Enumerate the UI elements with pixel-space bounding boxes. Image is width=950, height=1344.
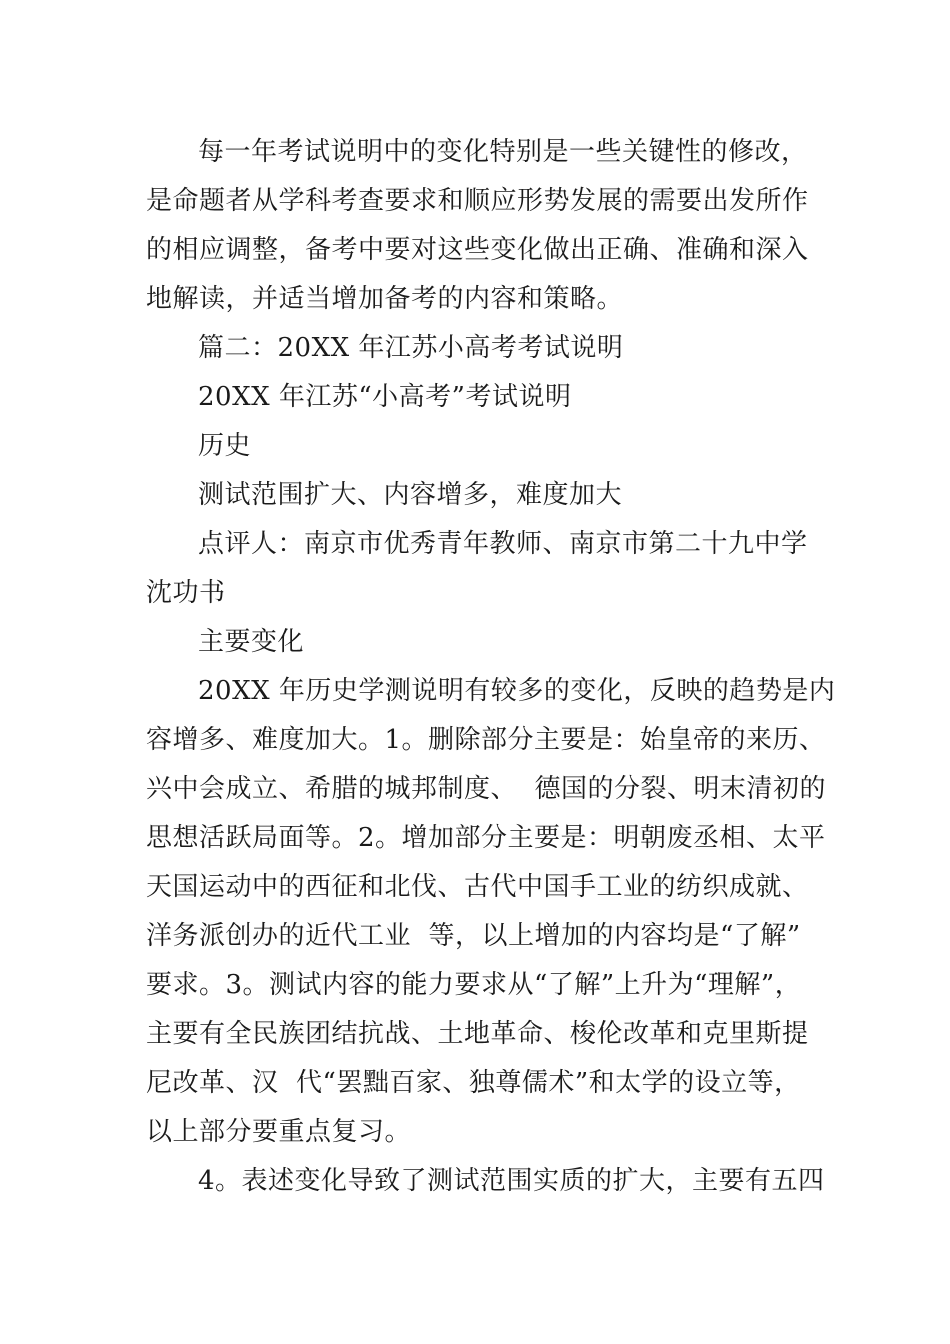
paragraph-intro — [146, 128, 810, 324]
text-line: 测试范围扩大、内容增多，难度加大 — [198, 480, 623, 510]
text-line: 20XX 年江苏“小高考”考试说明 — [198, 382, 572, 412]
text-line: 洋务派创办的近代工业 等，以上增加的内容均是“了解” — [146, 921, 801, 951]
text-line: 的相应调整，备考中要对这些变化做出正确、准确和深入 — [146, 235, 809, 265]
text-line: 主要变化 — [198, 627, 305, 657]
text-line: 历史 — [198, 431, 252, 461]
text-line: 容增多、难度加大。1。删除部分主要是：始皇帝的来历、 — [146, 725, 826, 755]
text-line: 地解读，并适当增加备考的内容和策略。 — [146, 284, 624, 314]
text-line: 点评人：南京市优秀青年教师、南京市第二十九中学 — [198, 529, 808, 559]
section-heading — [146, 324, 810, 373]
text-line: 4。表述变化导致了测试范围实质的扩大，主要有五四 — [198, 1166, 825, 1196]
paragraph-point-4 — [146, 1157, 825, 1206]
document-page — [146, 128, 836, 1206]
subject-heading — [146, 422, 810, 471]
document-title — [146, 373, 810, 422]
text-line: 以上部分要重点复习。 — [146, 1117, 412, 1147]
text-line: 是命题者从学科考查要求和顺应形势发展的需要出发所作 — [146, 186, 809, 216]
summary-heading — [146, 471, 810, 520]
text-line: 要求。3。测试内容的能力要求从“了解”上升为“理解”， — [146, 970, 802, 1000]
text-line: 每一年考试说明中的变化特别是一些关键性的修改， — [198, 137, 808, 167]
text-line: 篇二：20XX 年江苏小高考考试说明 — [198, 333, 624, 363]
text-line: 尼改革、汉 代“罢黜百家、独尊儒术”和太学的设立等， — [146, 1068, 801, 1098]
text-line: 思想活跃局面等。2。增加部分主要是：明朝废丞相、太平 — [146, 823, 826, 853]
main-changes-heading — [146, 618, 810, 667]
text-line: 兴中会成立、希腊的城邦制度、 德国的分裂、明末清初的 — [146, 774, 827, 804]
reviewer-info — [146, 520, 810, 618]
text-line: 主要有全民族团结抗战、土地革命、梭伦改革和克里斯提 — [146, 1019, 809, 1049]
text-line: 20XX 年历史学测说明有较多的变化，反映的趋势是内 — [198, 676, 836, 706]
paragraph-changes — [146, 667, 836, 1157]
text-line: 沈功书 — [146, 578, 226, 608]
text-line: 天国运动中的西征和北伐、古代中国手工业的纺织成就、 — [146, 872, 809, 902]
